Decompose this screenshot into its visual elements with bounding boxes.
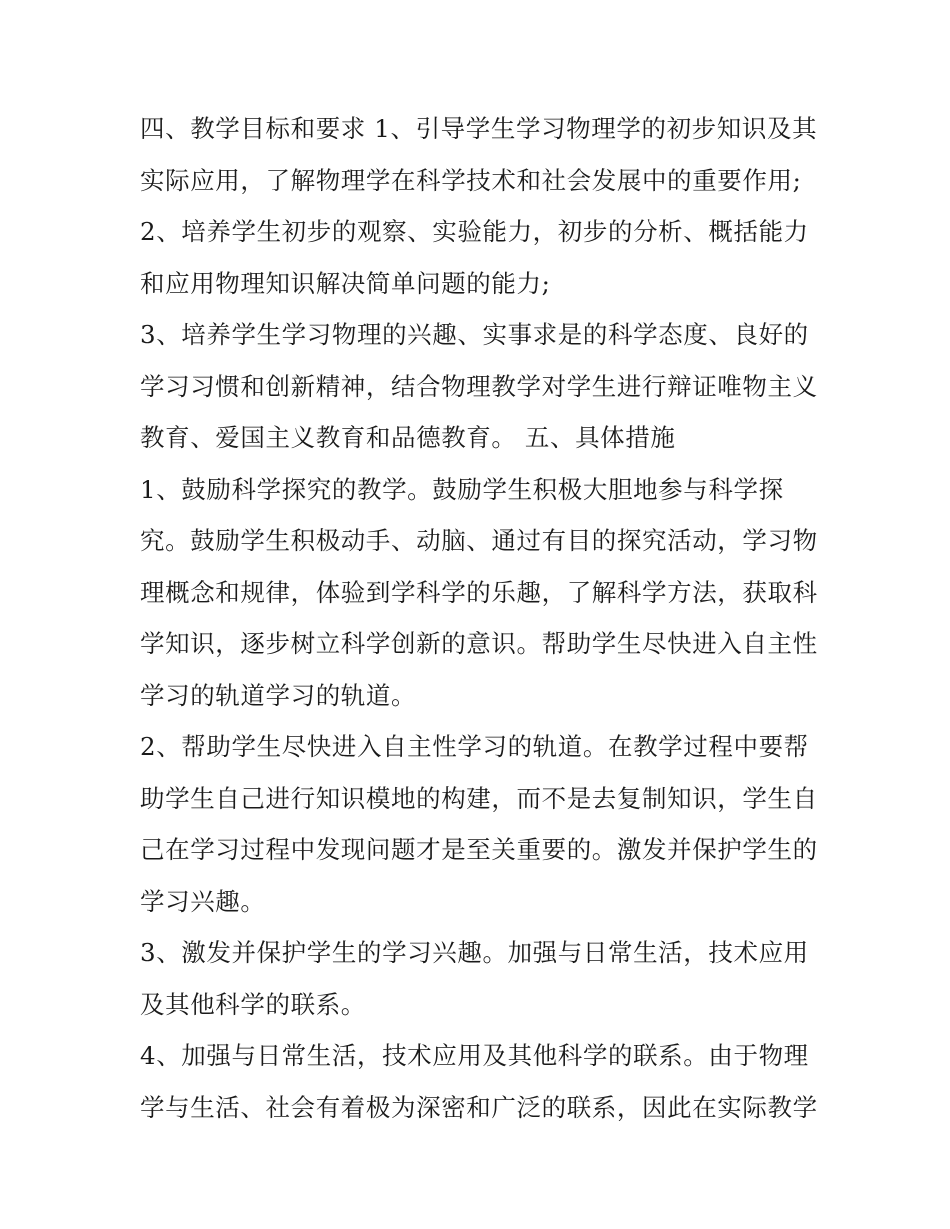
text-line-6: 学习习惯和创新精神，结合物理教学对学生进行辩证唯物主义: [140, 371, 818, 401]
text-line-13: 2、帮助学生尽快进入自主性学习的轨道。在教学过程中要帮: [140, 732, 809, 761]
text-line-10: 理概念和规律，体验到学科学的乐趣，了解科学方法，获取科: [140, 577, 818, 607]
text-line-4: 和应用物理知识解决简单问题的能力;: [140, 268, 551, 298]
text-line-2: 实际应用，了解物理学在科学技术和社会发展中的重要作用;: [140, 165, 802, 195]
document-body: [140, 103, 830, 1133]
text-line-8: 1、鼓励科学探究的教学。鼓励学生积极大胆地参与科学探: [140, 474, 784, 504]
text-line-7: 教育、爱国主义教育和品德教育。 五、具体措施: [140, 423, 676, 452]
text-line-14: 助学生自己进行知识模地的构建，而不是去复制知识，学生自: [140, 783, 818, 813]
text-line-3: 2、培养学生初步的观察、实验能力，初步的分析、概括能力: [140, 217, 809, 246]
text-line-17: 3、激发并保护学生的学习兴趣。加强与日常生活，技术应用: [140, 938, 809, 967]
text-line-12: 学习的轨道学习的轨道。: [140, 680, 417, 710]
text-line-15: 己在学习过程中发现问题才是至关重要的。激发并保护学生的: [140, 835, 818, 864]
text-line-1: 四、教学目标和要求 1、引导学生学习物理学的初步知识及其: [140, 114, 818, 143]
text-line-19: 4、加强与日常生活，技术应用及其他科学的联系。由于物理: [140, 1041, 809, 1070]
text-line-5: 3、培养学生学习物理的兴趣、实事求是的科学态度、良好的: [140, 320, 809, 349]
text-line-20: 学与生活、社会有着极为深密和广泛的联系，因此在实际教学: [140, 1092, 818, 1122]
text-line-16: 学习兴趣。: [140, 886, 266, 916]
text-line-11: 学知识，逐步树立科学创新的意识。帮助学生尽快进入自主性: [140, 629, 818, 658]
text-line-18: 及其他科学的联系。: [140, 989, 366, 1019]
text-line-9: 究。鼓励学生积极动手、动脑、通过有目的探究活动，学习物: [140, 526, 818, 555]
